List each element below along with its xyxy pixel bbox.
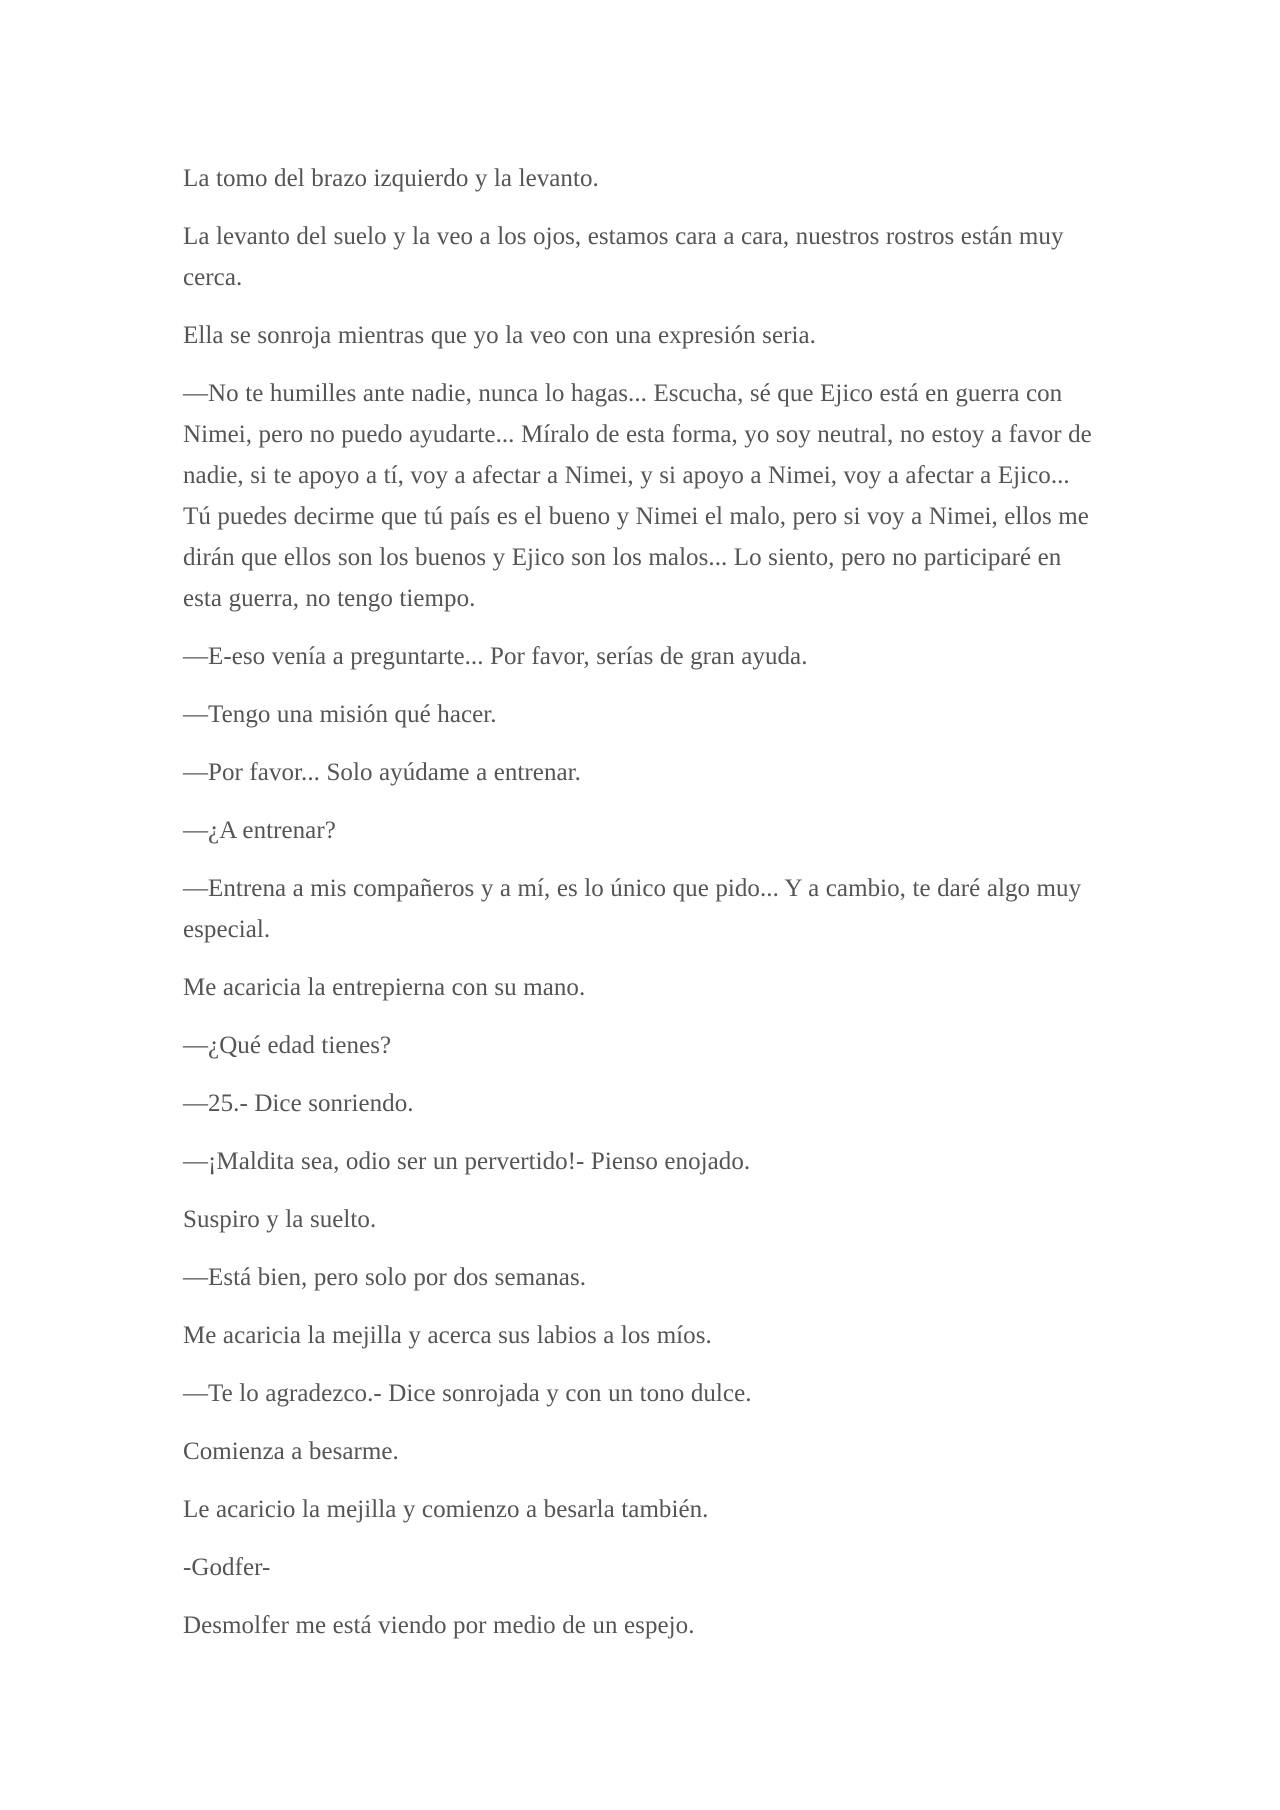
paragraph: —Tengo una misión qué hacer.	[183, 701, 497, 728]
paragraph: —¿A entrenar?	[183, 817, 336, 844]
paragraph: Suspiro y la suelto.	[183, 1206, 377, 1233]
paragraph: —Por favor... Solo ayúdame a entrenar.	[183, 759, 581, 786]
paragraph: La levanto del suelo y la veo a los ojos, estamos cara a cara, nuestros rostros están muy cerca.	[183, 223, 1064, 291]
section-heading: -Godfer-	[183, 1554, 271, 1581]
paragraph: Ella se sonroja mientras que yo la veo con una expresión seria.	[183, 322, 816, 349]
paragraph: Desmolfer me está viendo por medio de un espejo.	[183, 1612, 695, 1639]
paragraph: Le acaricio la mejilla y comienzo a besarla también.	[183, 1496, 709, 1523]
paragraph: —Te lo agradezco.- Dice sonrojada y con un tono dulce.	[183, 1380, 752, 1407]
paragraph: Me acaricia la entrepierna con su mano.	[183, 974, 586, 1001]
paragraph: —Entrena a mis compañeros y a mí, es lo único que pido... Y a cambio, te daré algo muy especial.	[183, 875, 1082, 943]
paragraph: Me acaricia la mejilla y acerca sus labios a los míos.	[183, 1322, 712, 1349]
paragraph: —Está bien, pero solo por dos semanas.	[183, 1264, 587, 1291]
document-body	[183, 158, 1103, 1663]
paragraph: —25.- Dice sonriendo.	[183, 1090, 414, 1117]
paragraph: —¡Maldita sea, odio ser un pervertido!- Pienso enojado.	[183, 1148, 751, 1175]
paragraph: —E-eso venía a preguntarte... Por favor, serías de gran ayuda.	[183, 643, 808, 670]
paragraph: La tomo del brazo izquierdo y la levanto.	[183, 165, 599, 192]
paragraph: —¿Qué edad tienes?	[183, 1032, 392, 1059]
paragraph: —No te humilles ante nadie, nunca lo hagas... Escucha, sé que Ejico está en guerra con Nimei, pero no puedo ayudarte... Míralo de esta forma, yo soy neutral, no estoy a favor de nadie, si te apoyo a tí, voy a afectar a Nimei, y si apoyo a Nimei, voy a afectar a Ejico... Tú puedes decirme que tú país es el bueno y Nimei el malo, pero si voy a Nimei, ellos me dirán que ellos son los buenos y Ejico son los malos... Lo siento, pero no participaré en esta guerra, no tengo tiempo.	[183, 380, 1092, 612]
paragraph: Comienza a besarme.	[183, 1438, 399, 1465]
